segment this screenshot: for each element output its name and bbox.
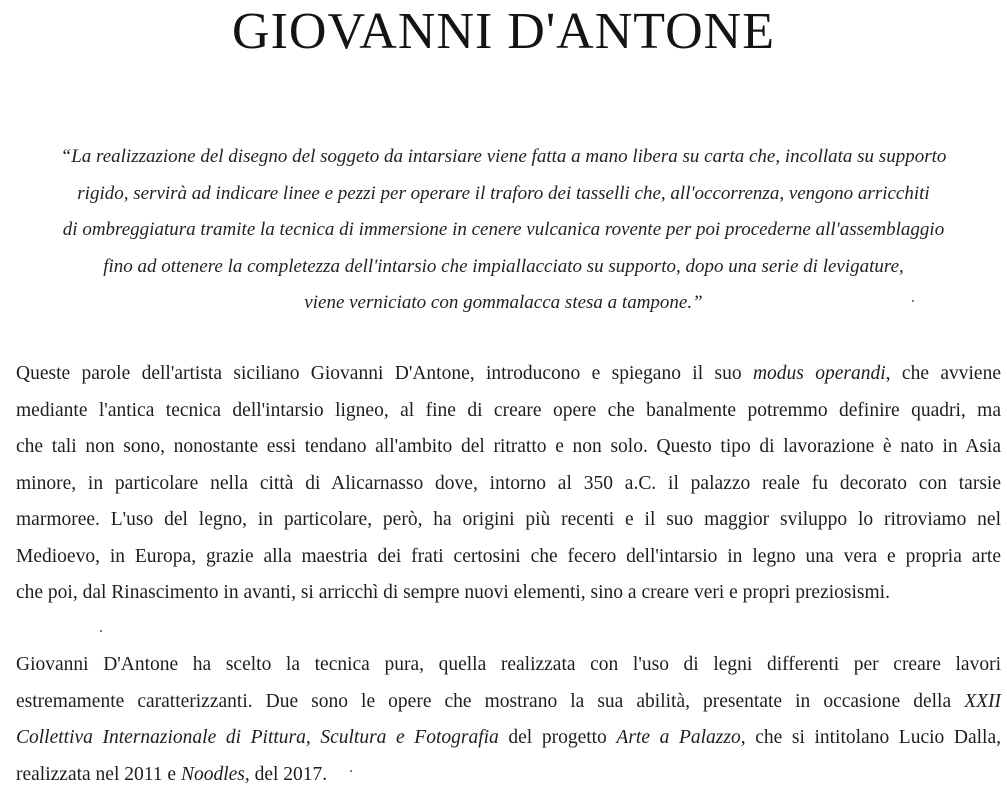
paragraph-line: Giovanni D'Antone ha scelto la tecnica pura, quella realizzata con l'uso di legni differenti per creare lavori bbox=[16, 647, 1001, 684]
paragraph-line bbox=[16, 356, 1001, 393]
paragraph-line: mediante l'antica tecnica dell'intarsio ligneo, al fine di creare opere che banalmente potremmo definire quadri, ma bbox=[16, 393, 1001, 430]
paragraph-line bbox=[16, 684, 1001, 721]
text-run: realizzata nel 2011 e bbox=[16, 764, 181, 785]
italic-text-run: Noodles bbox=[181, 764, 245, 785]
scan-speck bbox=[350, 770, 352, 772]
text-run: del progetto bbox=[499, 727, 617, 748]
italic-text-run: Collettiva Internazionale di Pittura, Scultura e Fotografia bbox=[16, 727, 499, 748]
scan-speck bbox=[100, 630, 102, 632]
paragraph-line: marmoree. L'uso del legno, in particolare, però, ha origini più recenti e il suo maggior sviluppo lo ritroviamo nel bbox=[16, 502, 1001, 539]
text-run: estremamente caratterizzanti. Due sono le opere che mostrano la sua abilità, presentate in occasione della bbox=[16, 691, 964, 712]
quote-line: rigido, servirà ad indicare linee e pezzi per operare il traforo dei tasselli che, all'occorrenza, vengono arricchiti bbox=[0, 176, 1007, 213]
quote-line: “La realizzazione del disegno del soggeto da intarsiare viene fatta a mano libera su carta che, incollata su supporto bbox=[0, 139, 1007, 176]
artist-quote bbox=[0, 139, 1007, 322]
italic-text-run: Arte a Palazzo bbox=[616, 727, 740, 748]
paragraph-line bbox=[16, 757, 1001, 793]
scan-speck bbox=[912, 300, 914, 302]
text-run: , del 2017. bbox=[245, 764, 327, 785]
quote-line: fino ad ottenere la completezza dell'intarsio che impiallacciato su supporto, dopo una serie di levigature, bbox=[0, 249, 1007, 286]
text-run: , che avviene bbox=[886, 363, 1001, 384]
page-title: GIOVANNI D'ANTONE bbox=[0, 2, 1007, 62]
italic-text-run: modus operandi bbox=[753, 363, 886, 384]
paragraph-line: che tali non sono, nonostante essi tendano all'ambito del ritratto e non solo. Questo tipo di lavorazione è nato in Asia bbox=[16, 429, 1001, 466]
text-run: Queste parole dell'artista siciliano Giovanni D'Antone, introducono e spiegano il suo bbox=[16, 363, 753, 384]
body-paragraph-2 bbox=[16, 647, 1001, 793]
paragraph-line: che poi, dal Rinascimento in avanti, si arricchì di sempre nuovi elementi, sino a creare veri e propri preziosismi. bbox=[16, 575, 1001, 612]
text-run: , che si intitolano Lucio Dalla, bbox=[741, 727, 1001, 748]
quote-line: viene verniciato con gommalacca stesa a tampone.” bbox=[0, 285, 1007, 322]
paragraph-line: minore, in particolare nella città di Alicarnasso dove, intorno al 350 a.C. il palazzo reale fu decorato con tarsie bbox=[16, 466, 1001, 503]
body-paragraph-1 bbox=[16, 356, 1001, 612]
paragraph-line bbox=[16, 720, 1001, 757]
quote-line: di ombreggiatura tramite la tecnica di immersione in cenere vulcanica rovente per poi procederne all'assemblaggio bbox=[0, 212, 1007, 249]
italic-text-run: XXII bbox=[964, 691, 1001, 712]
paragraph-line: Medioevo, in Europa, grazie alla maestria dei frati certosini che fecero dell'intarsio in legno una vera e propria arte bbox=[16, 539, 1001, 576]
